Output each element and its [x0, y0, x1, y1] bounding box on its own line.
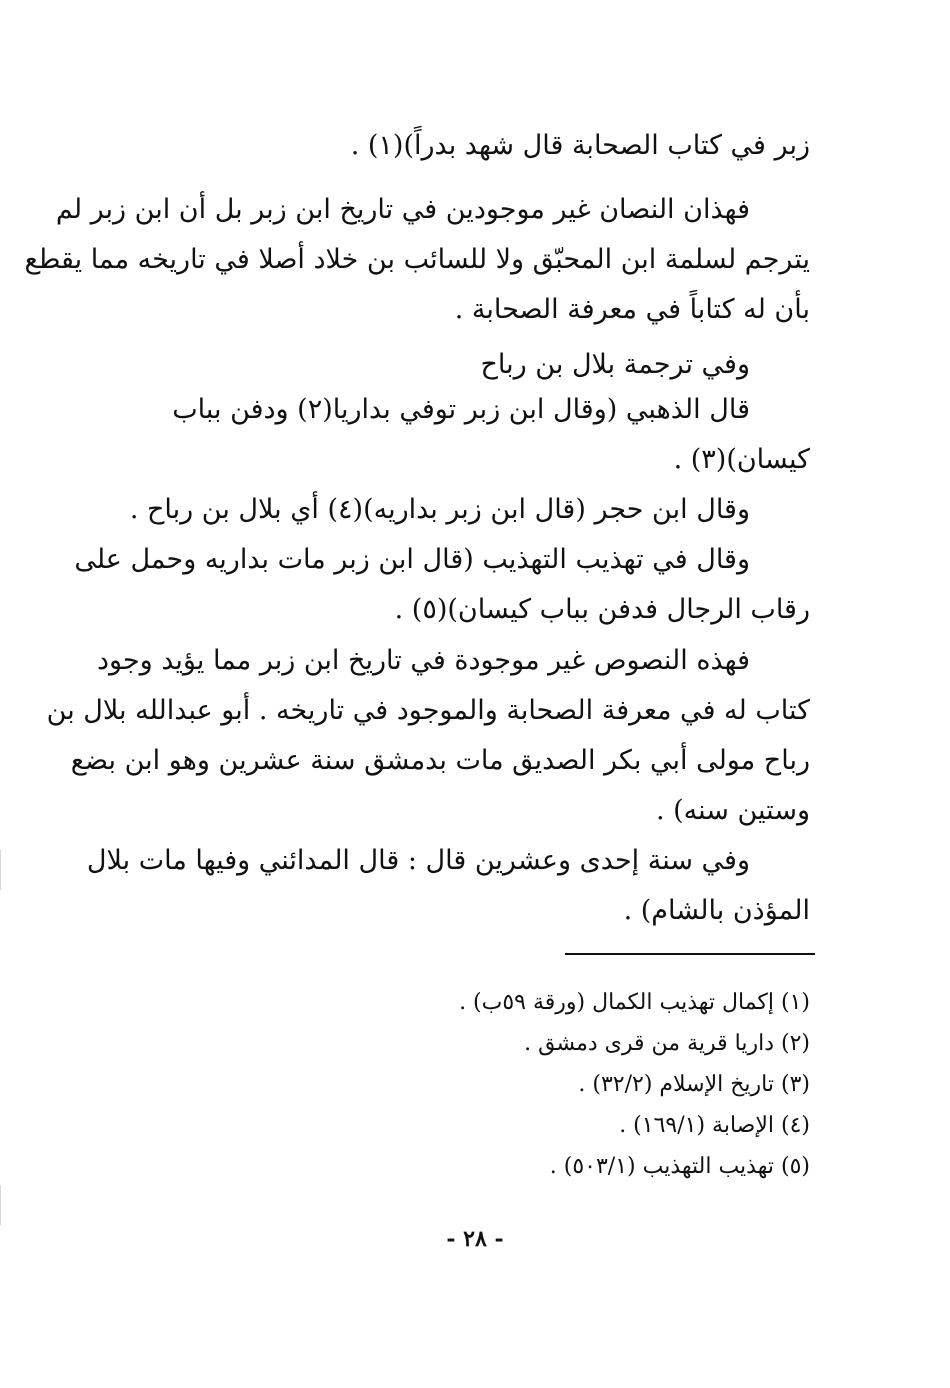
- page-number: - ٢٨ -: [446, 1226, 504, 1252]
- text-line: كيسان)(٣) .: [673, 444, 810, 475]
- text-line: زبر في كتاب الصحابة قال شهد بدراً)(١) .: [350, 130, 810, 161]
- text-line: وستين سنه) .: [655, 795, 810, 826]
- footnote-4: (٤) الإصابة (١٦٩/١) .: [619, 1113, 810, 1138]
- text-line: وقال في تهذيب التهذيب (قال ابن زبر مات بداريه وحمل على: [74, 544, 750, 575]
- paragraph-bilal-biography: [74, 340, 810, 635]
- paragraph-two-texts: [24, 185, 810, 335]
- paragraph-supporting-texts: [46, 636, 810, 836]
- text-line: فهذان النصان غير موجودين في تاريخ ابن زبر بل أن ابن زبر لم: [55, 194, 750, 225]
- footnotes-list: [310, 982, 810, 1187]
- text-line: وفي ترجمة بلال بن رباح: [480, 349, 750, 380]
- text-line: يترجم لسلمة ابن المحبّق ولا للسائب بن خلاد أصلا في تاريخه مما يقطع: [24, 244, 810, 275]
- text-line: وقال ابن حجر (قال ابن زبر بداريه)(٤) أي بلال بن رباح .: [129, 494, 750, 525]
- paragraph-year-21: [86, 836, 810, 936]
- paragraph-continuation: [118, 121, 810, 171]
- text-line: رباح مولى أبي بكر الصديق مات بدمشق سنة عشرين وهو ابن بضع: [70, 745, 810, 776]
- text-line: فهذه النصوص غير موجودة في تاريخ ابن زبر مما يؤيد وجود: [96, 645, 750, 676]
- footnote-2: (٢) داريا قرية من قرى دمشق .: [524, 1031, 810, 1056]
- footnote-1: (١) إكمال تهذيب الكمال (ورقة ٥٩ب) .: [459, 990, 810, 1015]
- text-line: كتاب له في معرفة الصحابة والموجود في تاريخه . أبو عبدالله بلال بن: [46, 695, 810, 726]
- text-line: بأن له كتاباً في معرفة الصحابة .: [454, 294, 810, 325]
- footnote-separator: [565, 953, 815, 955]
- text-line: قال الذهبي (وقال ابن زبر توفي بداريا(٢) ودفن بباب: [172, 394, 750, 425]
- text-line: وفي سنة إحدى وعشرين قال : قال المدائني وفيها مات بلال: [86, 845, 750, 876]
- scan-edge-mark: [0, 850, 7, 890]
- footnote-5: (٥) تهذيب التهذيب (٥٠٣/١) .: [549, 1154, 810, 1179]
- scan-edge-mark: [0, 1185, 7, 1225]
- text-line: رقاب الرجال فدفن بباب كيسان)(٥) .: [394, 594, 810, 625]
- footnote-3: (٣) تاريخ الإسلام (٣٢/٢) .: [578, 1072, 810, 1097]
- text-line: المؤذن بالشام) .: [623, 895, 810, 926]
